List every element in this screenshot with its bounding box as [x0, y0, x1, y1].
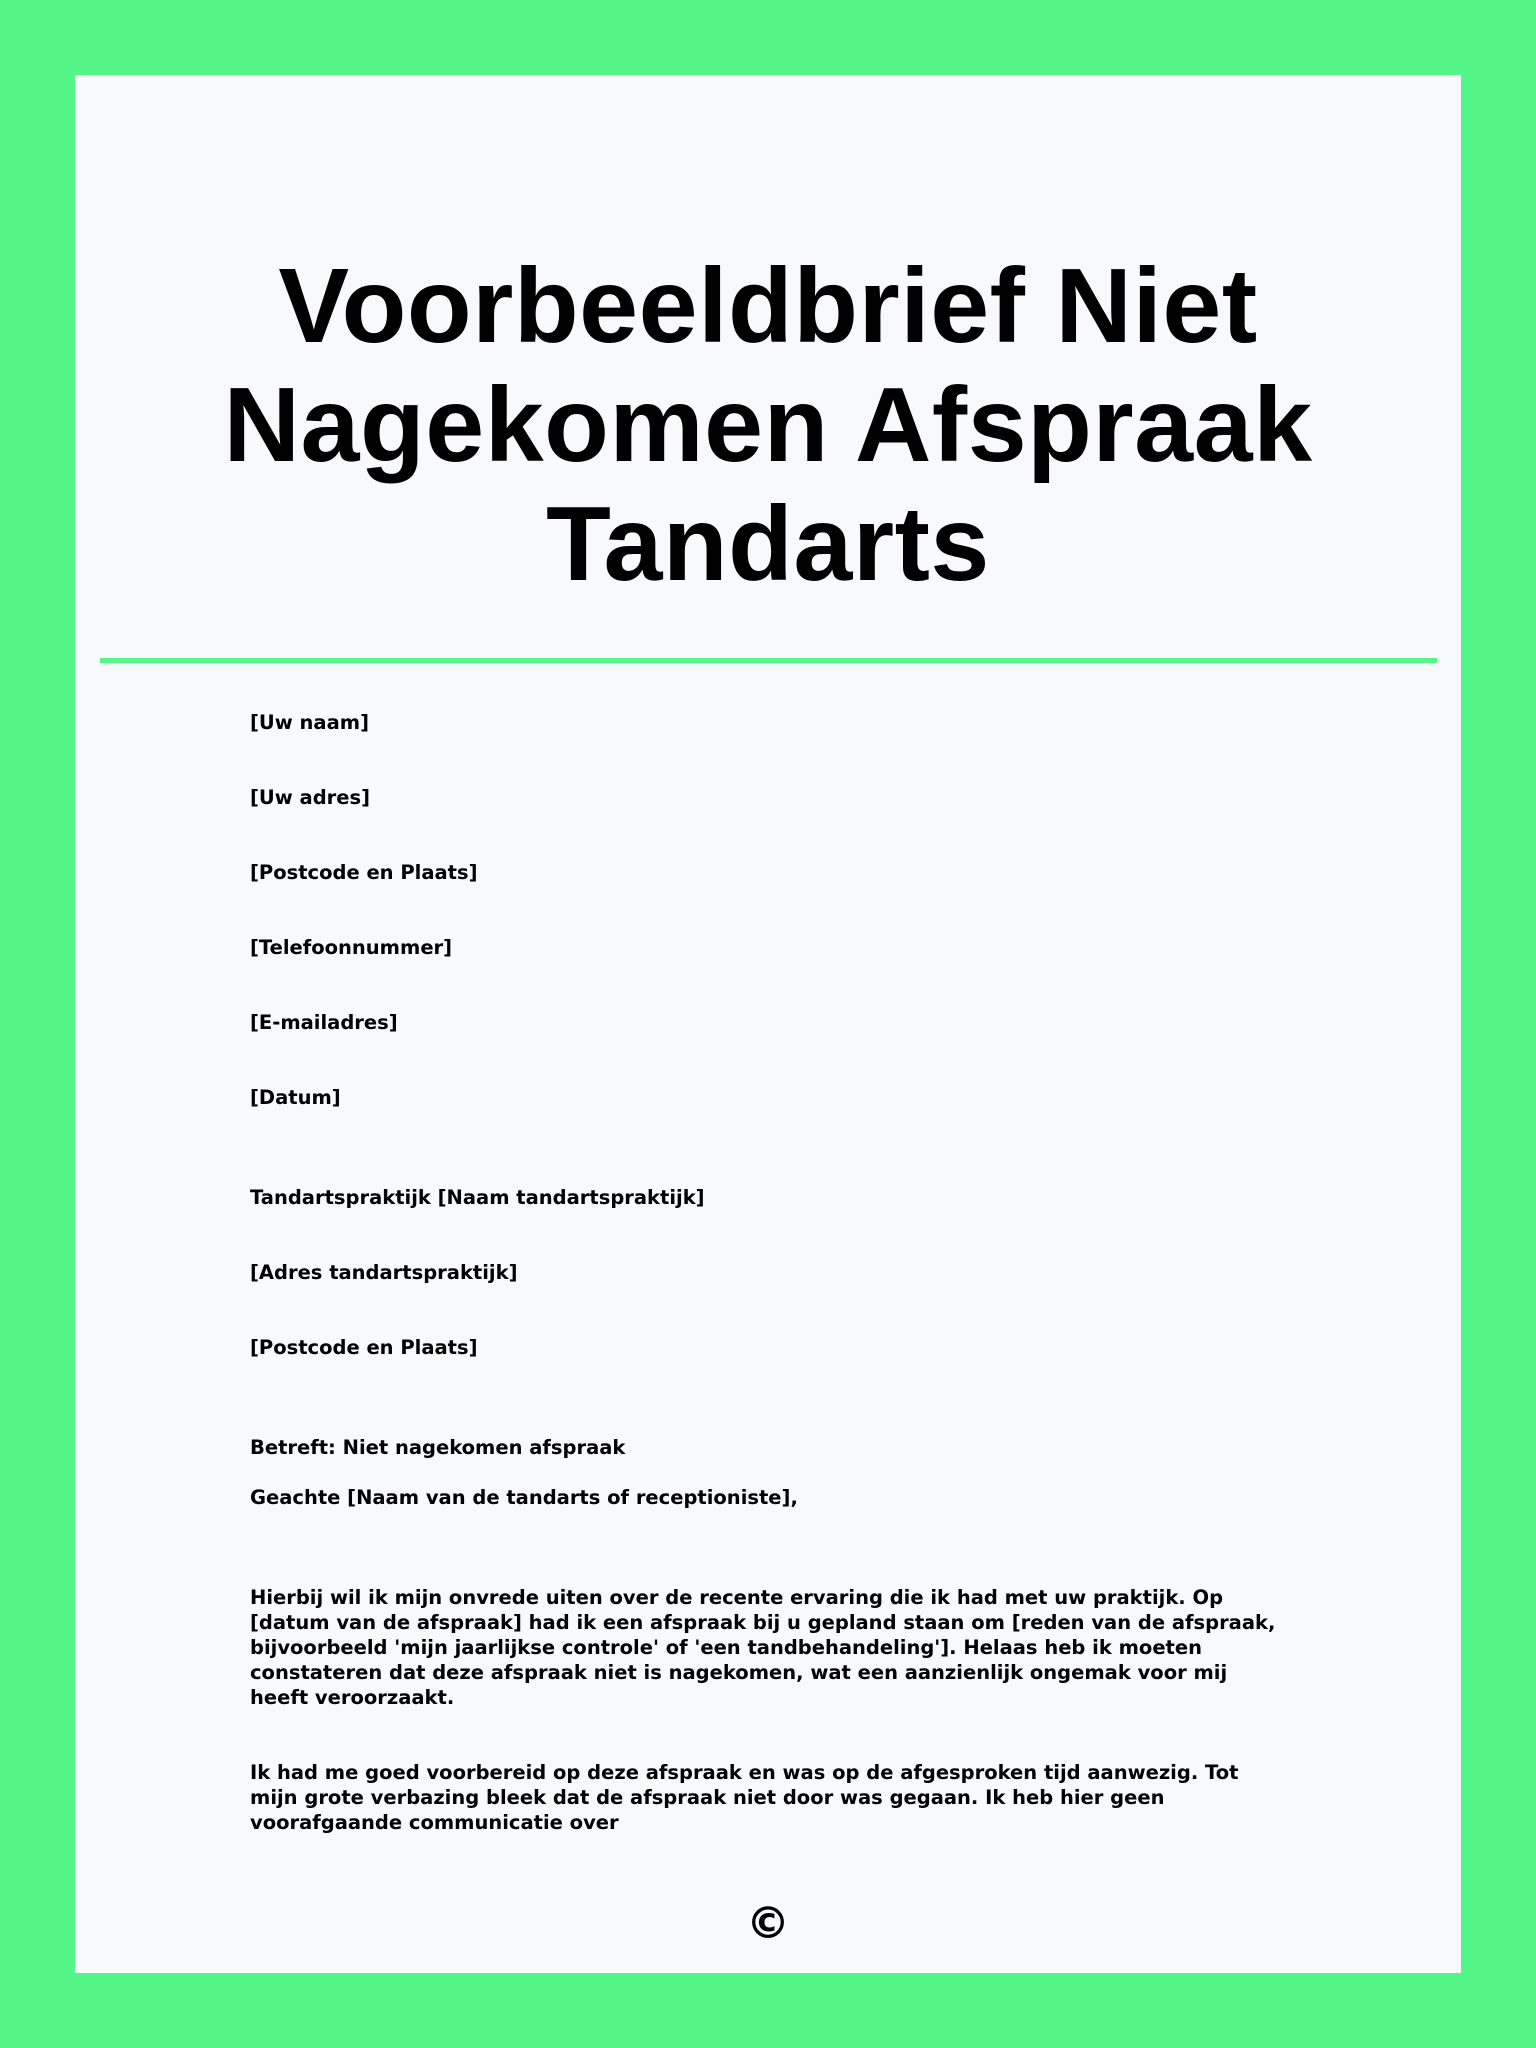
sender-postal-city: [Postcode en Plaats]	[250, 861, 478, 884]
body-paragraph: Hierbij wil ik mijn onvrede uiten over de recente ervaring die ik had met uw praktijk. Op [datum van de afspraak] had ik een afspraak bij u gepland staan om [reden van de afspraak, bijvoorbeeld 'mijn jaarlijkse controle' of 'een tandbehandeling']. Helaas heb ik moeten constateren dat deze afspraak niet is nagekomen, wat een aanzienlijk ongemak voor mij heeft veroorzaakt.	[250, 1586, 1276, 1709]
letter-page	[75, 75, 1461, 1973]
title-divider	[100, 658, 1437, 663]
sender-address: [Uw adres]	[250, 786, 371, 809]
letter-date: [Datum]	[250, 1086, 341, 1109]
recipient-address: [Adres tandartspraktijk]	[250, 1261, 518, 1284]
letter-subject: Betreft: Niet nagekomen afspraak	[250, 1436, 626, 1459]
recipient-postal-city: [Postcode en Plaats]	[250, 1336, 478, 1359]
sender-name: [Uw naam]	[250, 711, 369, 734]
letter-salutation: Geachte [Naam van de tandarts of receptioniste],	[250, 1486, 798, 1509]
sender-email: [E-mailadres]	[250, 1011, 398, 1034]
recipient-practice: Tandartspraktijk [Naam tandartspraktijk]	[250, 1186, 705, 1209]
page-title: Voorbeeldbrief Niet Nagekomen Afspraak Tandarts	[223, 247, 1313, 603]
sender-phone: [Telefoonnummer]	[250, 936, 453, 959]
copyright-icon: ©	[746, 1898, 790, 1949]
body-paragraph: Ik had me goed voorbereid op deze afspraak en was op de afgesproken tijd aanwezig. Tot mijn grote verbazing bleek dat de afspraak niet door was gegaan. Ik heb hier geen voorafgaande communicatie over	[250, 1761, 1239, 1834]
